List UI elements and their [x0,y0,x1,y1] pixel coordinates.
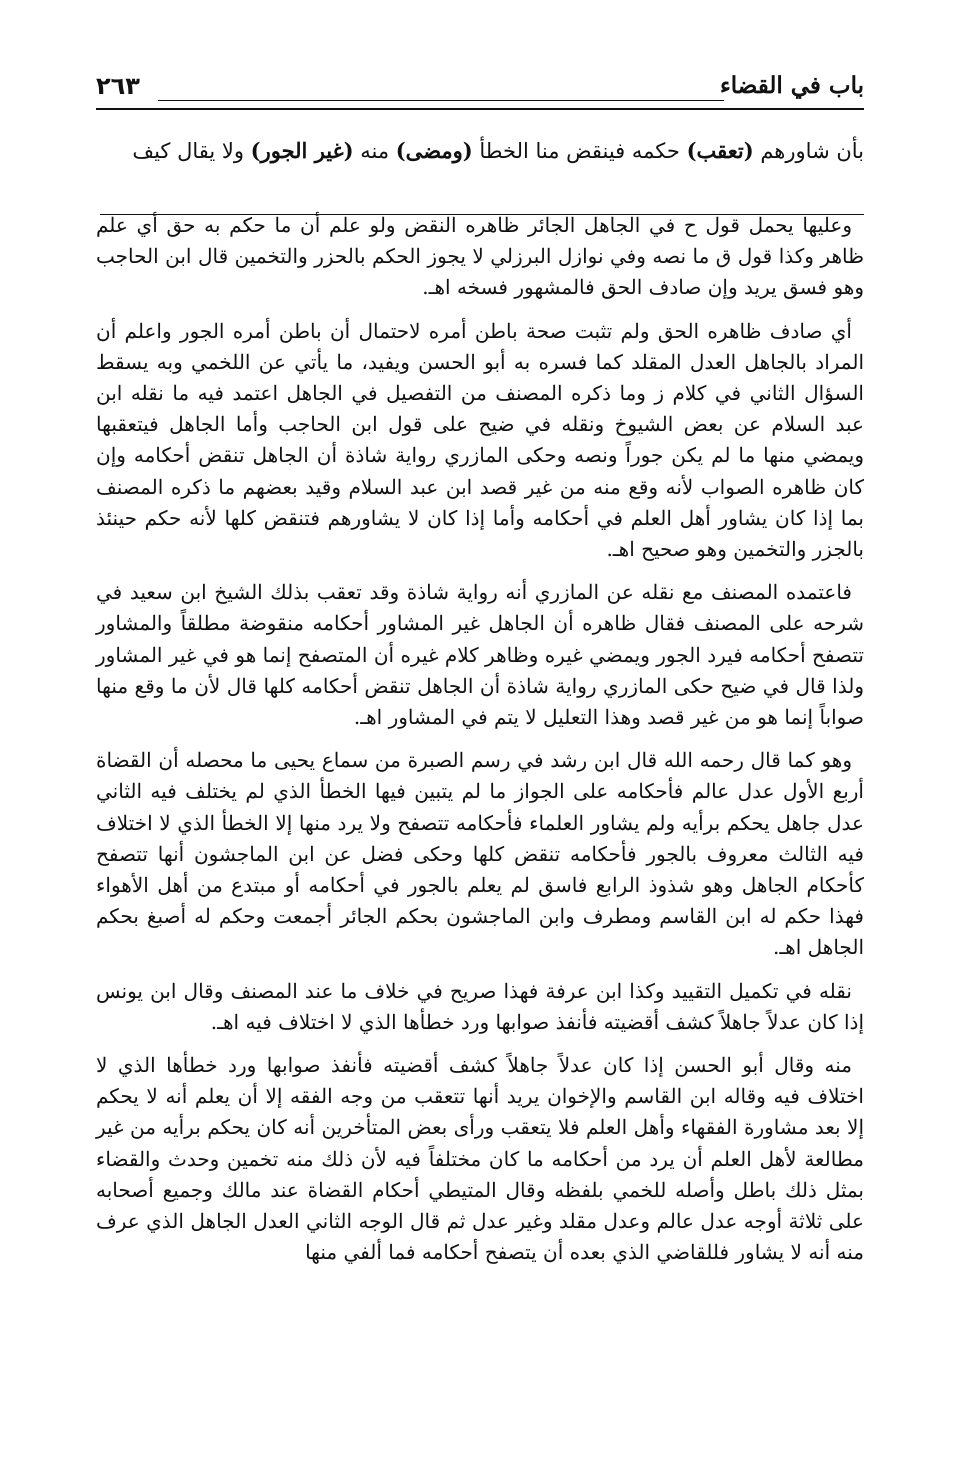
main-text [96,136,864,166]
top-divider [96,108,864,110]
main-text-term: (ومضى) [395,138,473,163]
main-text-part: بأن شاورهم [753,139,864,163]
main-text-term: (تعقب) [686,138,754,163]
main-text-part: ولا يقال كيف [132,139,251,163]
header-rule [158,100,724,101]
commentary-paragraph: نقله في تكميل التقييد وكذا ابن عرفة فهذا صريح في خلاف ما عند المصنف وقال ابن يونس إذا كان عدلاً جاهلاً كشف أقضيته فأنفذ صوابها ورد خطأها الذي لا اختلاف فيه اهـ. [96,978,864,1034]
page-number: ٢٦٣ [96,72,140,100]
commentary [96,210,864,1281]
main-text-term: (غير الجور) [250,138,354,163]
commentary-paragraph: وعليها يحمل قول ح في الجاهل الجائر ظاهره النقض ولو علم أن ما حكم به حق أي علم ظاهر وكذا قول ق ما نصه وفي نوازل البرزلي لا يجوز الحكم بالحزر والتخمين قال ابن الحاجب وهو فسق يريد وإن صادف الحق فالمشهور فسخه اهـ. [96,213,864,300]
page-header [96,72,864,112]
main-text-part: حكمه فينقض منا الخطأ [472,139,687,163]
commentary-paragraph: منه وقال أبو الحسن إذا كان عدلاً جاهلاً كشف أقضيته فأنفذ صوابها ورد خطأها الذي لا اختلاف فيه وقاله ابن القاسم والإخوان يريد أنها تتعقب من وجه الفقه إلا أن يعلم أنه لا يحكم إلا بعد مشاورة الفقهاء وأهل العلم فلا يتعقب ورأى بعض المتأخرين أنه كان يحكم برأيه من غير مطالعة لأهل العلم أن يرد من أحكامه ما كان مختلفاً فيه لأن ذلك منه تخمين وحدث والقضاء بمثل ذلك باطل وأصله للخمي بلفظه وقال المتيطي أحكام القضاة عند مالك وجميع أصحابه على ثلاثة أوجه عدل عالم وعدل مقلد وغير عدل ثم قال الوجه الثاني العدل الجاهل الذي عرف منه أنه لا يشاور فللقاضي الذي بعده أن يتصفح أحكامه فما ألفي منها [96,1053,864,1265]
main-text-part: منه [353,139,396,163]
commentary-paragraph: أي صادف ظاهره الحق ولم تثبت صحة باطن أمره لاحتمال أن باطن أمره الجور واعلم أن المراد بالجاهل العدل المقلد كما فسره به أبو الحسن ويفيد، ما يأتي عن اللخمي وبه يسقط السؤال الثاني في كلام ز وما ذكره المصنف من التفصيل في الجاهل اعتمد فيه ما نقله ابن عبد السلام عن بعض الشيوخ ونقله في ضيح على قول ابن الحاجب وأما الجاهل فيتعقبها ويمضي منها ما لم يكن جوراً ونصه وحكى المازري رواية شاذة أن الجاهل تنقض أحكامه وإن كان ظاهره الصواب لأنه وقع منه من غير قصد ابن عبد السلام وقيد بعضهم ما ذكره المصنف بما إذا كان يشاور أهل العلم في أحكامه وأما إذا كان لا يشاورهم فتنقض كلها لأنه حكم حينئذ بالجزر والتخمين وهو صحيح اهـ. [96,318,864,562]
commentary-paragraph: فاعتمده المصنف مع نقله عن المازري أنه رواية شاذة وقد تعقب بذلك الشيخ ابن سعيد في شرحه على المصنف فقال ظاهره أن الجاهل غير المشاور أحكامه منقوضة مطلقاً والمشاور تتصفح أحكامه فيرد الجور ويمضي غيره وظاهر كلام غيره أن المتصفح إنما هو في غير المشاور ولذا قال في ضيح حكى المازري رواية شاذة أن الجاهل تنقض أحكامه كلها قال لأن ما وقع منها صواباً إنما هو من غير قصد وهذا التعليل لا يتم في المشاور اهـ. [96,580,864,730]
running-title: باب في القضاء [719,72,864,99]
commentary-paragraph: وهو كما قال رحمه الله قال ابن رشد في رسم الصبرة من سماع يحيى ما محصله أن القضاة أربع الأول عدل عالم فأحكامه على الجواز ما لم يتبين فيها الخطأ الذي لم يختلف فيه الثاني عدل جاهل يحكم برأيه ولم يشاور العلماء فأحكامه تتصفح ولا يرد منها إلا الخطأ الذي لا اختلاف فيه الثالث معروف بالجور فأحكامه تنقض كلها وحكى فضل عن ابن الماجشون أنها تتصفح كأحكام الجاهل وهو شذوذ الرابع فاسق لم يعلم بالجور في أحكامه أو مبتدع من أهل الأهواء فهذا حكم له ابن القاسم ومطرف وابن الماجشون بحكم الجائر أجمعت وحكم له أصبغ بحكم الجاهل اهـ. [96,748,864,960]
